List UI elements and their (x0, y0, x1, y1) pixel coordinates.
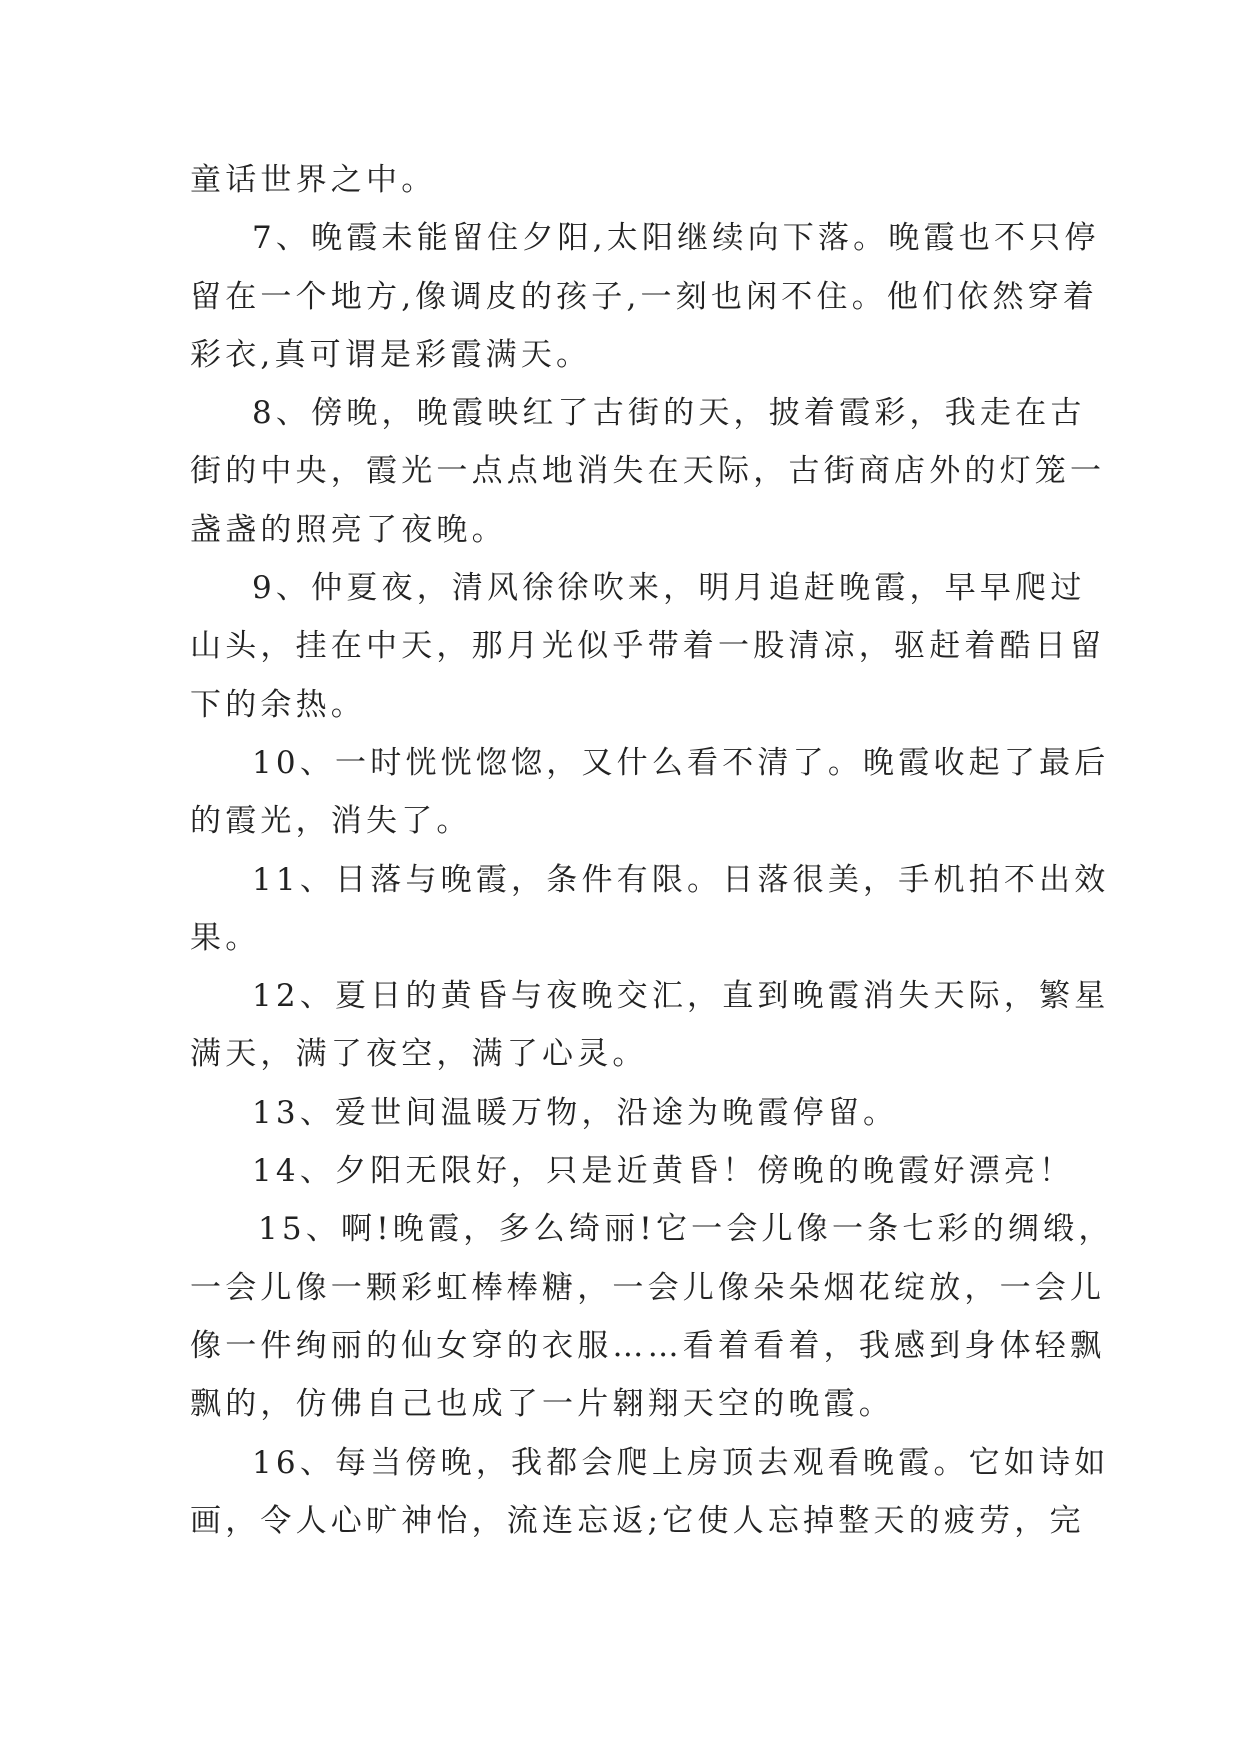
document-body (190, 151, 1114, 1550)
text-line: 一会儿像一颗彩虹棒棒糖，一会儿像朵朵烟花绽放，一会儿 (190, 1269, 1106, 1306)
text-line: 飘的，仿佛自己也成了一片翱翔天空的晚霞。 (190, 1386, 894, 1423)
paragraph-13: 13、爱世间温暖万物，沿途为晚霞停留。 (252, 1094, 899, 1131)
text-line: 盏盏的照亮了夜晚。 (190, 511, 507, 548)
text-line: 像一件绚丽的仙女穿的衣服……看着看着，我感到身体轻飘 (190, 1327, 1106, 1364)
paragraph-15-start: 15、啊!晚霞，多么绮丽!它一会儿像一条七彩的绸缎， (258, 1211, 1114, 1248)
text-line: 满天，满了夜空，满了心灵。 (190, 1036, 648, 1073)
text-line: 山头，挂在中天，那月光似乎带着一股清凉，驱赶着酷日留 (190, 628, 1106, 665)
text-line: 的霞光，消失了。 (190, 803, 472, 840)
paragraph-10-start: 10、一时恍恍惚惚，又什么看不清了。晚霞收起了最后 (252, 744, 1110, 781)
paragraph-12-start: 12、夏日的黄昏与夜晚交汇，直到晚霞消失天际，繁星 (252, 978, 1110, 1015)
paragraph-11-start: 11、日落与晚霞，条件有限。日落很美，手机拍不出效 (252, 861, 1110, 898)
text-line: 街的中央，霞光一点点地消失在天际，古街商店外的灯笼一 (190, 453, 1106, 490)
text-line: 下的余热。 (190, 686, 366, 723)
paragraph-8-start: 8、傍晚，晚霞映红了古街的天，披着霞彩，我走在古 (252, 395, 1086, 432)
paragraph-9-start: 9、仲夏夜，清风徐徐吹来，明月追赶晚霞，早早爬过 (252, 570, 1086, 607)
text-line: 留在一个地方,像调皮的孩子,一刻也闲不住。他们依然穿着 (190, 278, 1099, 315)
text-line: 彩衣,真可谓是彩霞满天。 (190, 336, 592, 373)
paragraph-14: 14、夕阳无限好，只是近黄昏！傍晚的晚霞好漂亮！ (252, 1153, 1075, 1190)
text-line: 童话世界之中。 (190, 162, 437, 198)
paragraph-7-start: 7、晚霞未能留住夕阳,太阳继续向下落。晚霞也不只停 (252, 220, 1100, 257)
text-line: 果。 (190, 919, 261, 956)
paragraph-16-start: 16、每当傍晚，我都会爬上房顶去观看晚霞。它如诗如 (252, 1444, 1110, 1481)
text-line: 画，令人心旷神怡，流连忘返;它使人忘掉整天的疲劳，完 (190, 1502, 1085, 1539)
